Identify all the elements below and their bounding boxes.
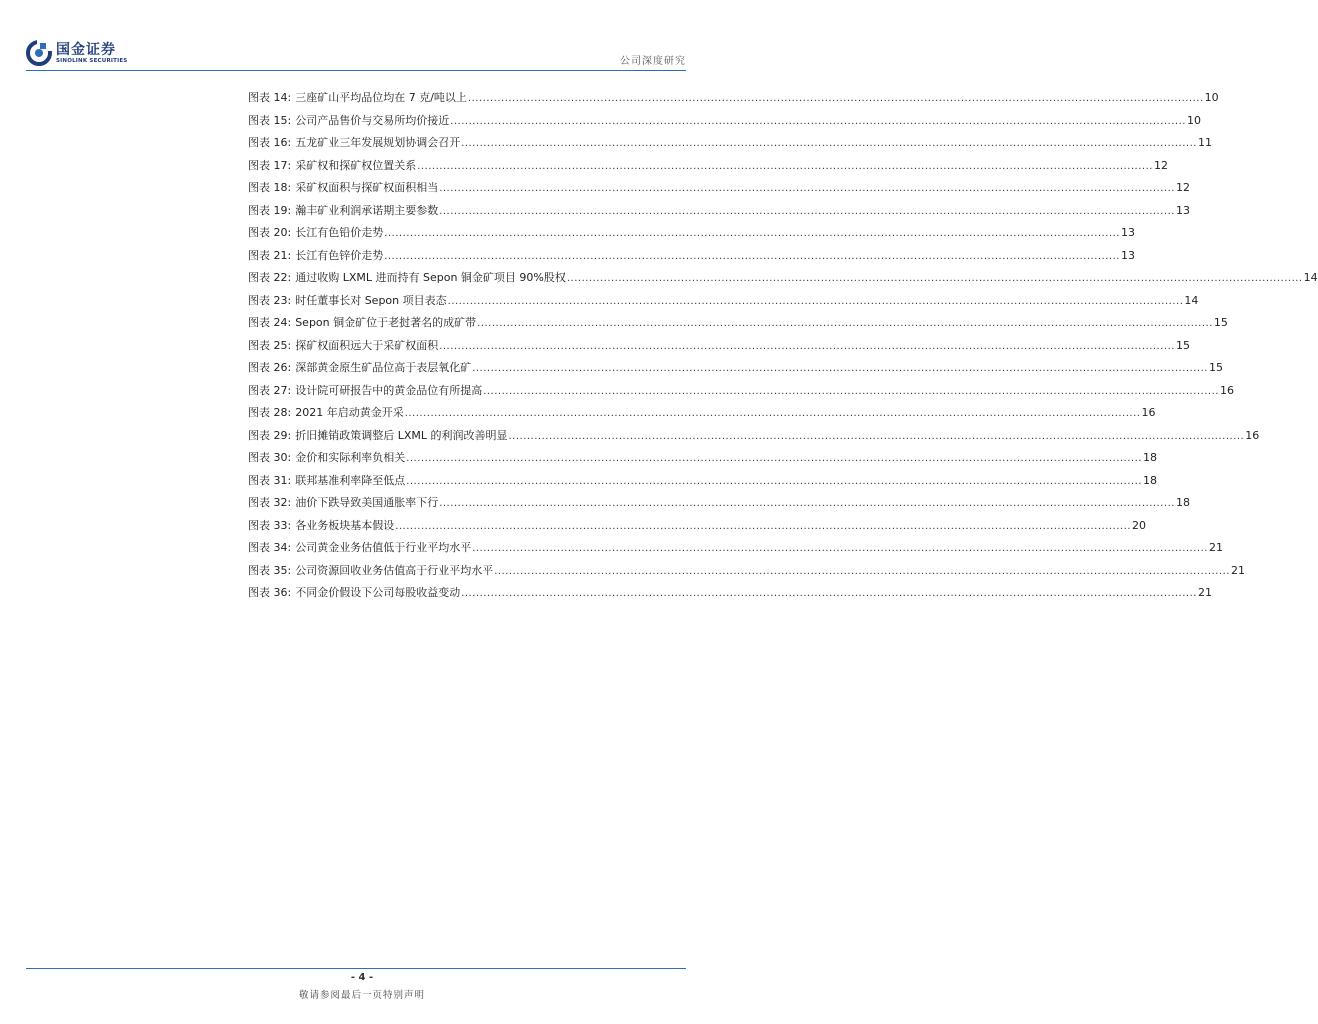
toc-entry-title: 各业务板块基本假设 (295, 518, 395, 532)
page-header (0, 0, 724, 78)
toc-entry-page: 11 (1197, 136, 1212, 149)
toc-leader-dots: ........................................................................................................................................................................................................ (494, 565, 1230, 577)
disclaimer-note: 敬请参阅最后一页特别声明 (298, 990, 425, 1001)
toc-entry-label: 图表 26: (248, 361, 292, 374)
toc-entry-page: 13 (1120, 248, 1135, 262)
toc-entry-page: 12 (1175, 181, 1190, 194)
toc-entry[interactable] (248, 517, 1146, 540)
toc-entry-page: 13 (1175, 203, 1190, 217)
toc-entry-page: 16 (1245, 428, 1260, 442)
toc-leader-dots: ........................................................................................................................................................................................................ (472, 363, 1208, 374)
toc-entry-title: 采矿权面积与探矿权面积相当 (295, 181, 439, 194)
toc-entry-label: 图表 20: (248, 226, 292, 239)
toc-entry-label: 图表 14: (248, 91, 292, 104)
toc-entry[interactable] (248, 584, 1212, 607)
toc-entry[interactable] (248, 539, 1223, 562)
toc-entry-title: 油价下跌导致美国通胀率下行 (295, 496, 439, 509)
toc-leader-dots: ........................................................................................................................................................................................................ (477, 318, 1213, 329)
company-logo (26, 40, 127, 66)
toc-entry-label: 图表 23: (248, 293, 292, 307)
toc-entry[interactable] (248, 157, 1168, 180)
toc-leader-dots: ........................................................................................................................................................................................................ (439, 183, 1175, 194)
toc-entry[interactable] (248, 179, 1190, 202)
toc-entry-page: 21 (1230, 563, 1245, 577)
toc-entry-page: 21 (1197, 586, 1212, 599)
toc-entry-page: 18 (1175, 496, 1190, 509)
toc-entry[interactable] (248, 404, 1156, 427)
toc-entry-page: 16 (1141, 406, 1156, 419)
toc-entry-label: 图表 34: (248, 541, 292, 554)
toc-entry-title: 五龙矿业三年发展规划协调会召开 (295, 136, 461, 149)
toc-entry-title: 公司资源回收业务估值高于行业平均水平 (295, 563, 494, 577)
toc-entry-label: 图表 22: (248, 271, 292, 284)
toc-entry-label: 图表 24: (248, 316, 292, 329)
toc-entry-title: Sepon 铜金矿位于老挝著名的成矿带 (295, 316, 477, 329)
toc-leader-dots: ........................................................................................................................................................................................................ (461, 138, 1197, 149)
toc-entry-title: 2021 年启动黄金开采 (295, 406, 404, 419)
toc-entry-title: 长江有色锌价走势 (295, 248, 384, 262)
toc-leader-dots: ........................................................................................................................................................................................................ (406, 475, 1142, 487)
toc-entry-label: 图表 35: (248, 563, 292, 577)
toc-entry[interactable] (248, 269, 1318, 292)
toc-entry-title: 长江有色铅价走势 (295, 226, 384, 239)
toc-entry-label: 图表 33: (248, 518, 292, 532)
toc-entry[interactable] (248, 292, 1199, 315)
toc-leader-dots: ........................................................................................................................................................................................................ (472, 543, 1208, 554)
toc-leader-dots: ........................................................................................................................................................................................................ (439, 498, 1175, 509)
toc-entry-label: 图表 15: (248, 113, 292, 127)
toc-entry-title: 深部黄金原生矿品位高于表层氧化矿 (295, 361, 472, 374)
toc-entry-title: 联邦基准利率降至低点 (295, 473, 406, 487)
logo-chinese-name: 国金证券 (56, 41, 116, 58)
toc-entry-label: 图表 27: (248, 383, 292, 397)
toc-leader-dots: ........................................................................................................................................................................................................ (384, 228, 1120, 239)
toc-entry[interactable] (248, 112, 1201, 135)
toc-entry[interactable] (248, 562, 1245, 585)
toc-entry-title: 不同金价假设下公司每股收益变动 (295, 586, 461, 599)
toc-entry[interactable] (248, 382, 1234, 405)
toc-leader-dots: ........................................................................................................................................................................................................ (508, 430, 1245, 442)
toc-entry[interactable] (248, 449, 1157, 472)
footer-divider (26, 968, 686, 969)
toc-entry[interactable] (248, 472, 1157, 495)
toc-entry-label: 图表 19: (248, 203, 292, 217)
toc-entry-page: 15 (1213, 316, 1228, 329)
toc-entry-label: 图表 36: (248, 586, 292, 599)
toc-entry[interactable] (248, 337, 1190, 360)
toc-entry-page: 18 (1142, 473, 1157, 487)
chart-index-list (248, 89, 1318, 607)
toc-entry-page: 12 (1153, 158, 1168, 172)
toc-entry-page: 10 (1204, 91, 1219, 104)
toc-entry-title: 瀚丰矿业利润承诺期主要参数 (295, 203, 439, 217)
toc-entry[interactable] (248, 359, 1223, 382)
toc-entry-page: 15 (1208, 361, 1223, 374)
toc-entry[interactable] (248, 314, 1228, 337)
toc-entry-label: 图表 18: (248, 181, 292, 194)
toc-leader-dots: ........................................................................................................................................................................................................ (450, 115, 1186, 127)
toc-entry-label: 图表 31: (248, 473, 292, 487)
toc-entry-page: 16 (1219, 383, 1234, 397)
toc-entry-title: 采矿权和探矿权位置关系 (295, 158, 417, 172)
toc-entry-page: 15 (1175, 338, 1190, 352)
report-type-label: 公司深度研究 (620, 56, 686, 67)
toc-entry[interactable] (248, 494, 1190, 517)
toc-entry[interactable] (248, 134, 1212, 157)
toc-entry[interactable] (248, 89, 1219, 112)
toc-leader-dots: ........................................................................................................................................................................................................ (566, 273, 1303, 284)
toc-entry-title: 公司产品售价与交易所均价接近 (295, 113, 450, 127)
toc-entry-title: 探矿权面积远大于采矿权面积 (295, 338, 439, 352)
toc-entry[interactable] (248, 427, 1260, 450)
toc-entry-label: 图表 32: (248, 496, 292, 509)
page-number: - 4 - (350, 972, 374, 983)
toc-entry[interactable] (248, 202, 1190, 225)
toc-entry[interactable] (248, 224, 1135, 247)
sinolink-logo-icon (26, 40, 52, 66)
logo-english-name: SINOLINK SECURITIES (56, 57, 128, 64)
toc-entry-page: 18 (1142, 451, 1157, 464)
toc-leader-dots: ........................................................................................................................................................................................................ (404, 408, 1141, 419)
toc-entry-title: 金价和实际利率负相关 (295, 451, 406, 464)
toc-entry-label: 图表 28: (248, 406, 292, 419)
toc-entry-label: 图表 25: (248, 338, 292, 352)
toc-leader-dots: ........................................................................................................................................................................................................ (417, 160, 1153, 172)
toc-leader-dots: ........................................................................................................................................................................................................ (395, 520, 1131, 532)
toc-leader-dots: ........................................................................................................................................................................................................ (406, 453, 1142, 464)
toc-entry-page: 14 (1303, 271, 1318, 284)
toc-entry-label: 图表 16: (248, 136, 292, 149)
toc-entry-title: 公司黄金业务估值低于行业平均水平 (295, 541, 472, 554)
toc-entry-title: 折旧摊销政策调整后 LXML 的利润改善明显 (295, 428, 508, 442)
toc-leader-dots: ........................................................................................................................................................................................................ (467, 93, 1204, 104)
toc-entry-page: 20 (1131, 518, 1146, 532)
toc-leader-dots: ........................................................................................................................................................................................................ (483, 385, 1219, 397)
toc-entry-title: 设计院可研报告中的黄金品位有所提高 (295, 383, 483, 397)
toc-entry-label: 图表 30: (248, 451, 292, 464)
toc-entry-label: 图表 21: (248, 248, 292, 262)
toc-entry-page: 21 (1208, 541, 1223, 554)
toc-entry-label: 图表 17: (248, 158, 292, 172)
toc-entry-title: 三座矿山平均品位均在 7 克/吨以上 (295, 91, 467, 104)
toc-entry-title: 时任董事长对 Sepon 项目表态 (295, 293, 447, 307)
toc-entry-page: 14 (1184, 293, 1199, 307)
toc-entry-label: 图表 29: (248, 428, 292, 442)
toc-entry-page: 13 (1120, 226, 1135, 239)
toc-entry-title: 通过收购 LXML 进而持有 Sepon 铜金矿项目 90%股权 (295, 271, 566, 284)
toc-leader-dots: ........................................................................................................................................................................................................ (439, 205, 1175, 217)
toc-leader-dots: ........................................................................................................................................................................................................ (439, 340, 1175, 352)
toc-leader-dots: ........................................................................................................................................................................................................ (461, 588, 1197, 599)
toc-entry[interactable] (248, 247, 1135, 270)
toc-leader-dots: ........................................................................................................................................................................................................ (384, 250, 1120, 262)
toc-leader-dots: ........................................................................................................................................................................................................ (447, 295, 1184, 307)
toc-entry-page: 10 (1186, 113, 1201, 127)
header-divider (26, 70, 686, 71)
